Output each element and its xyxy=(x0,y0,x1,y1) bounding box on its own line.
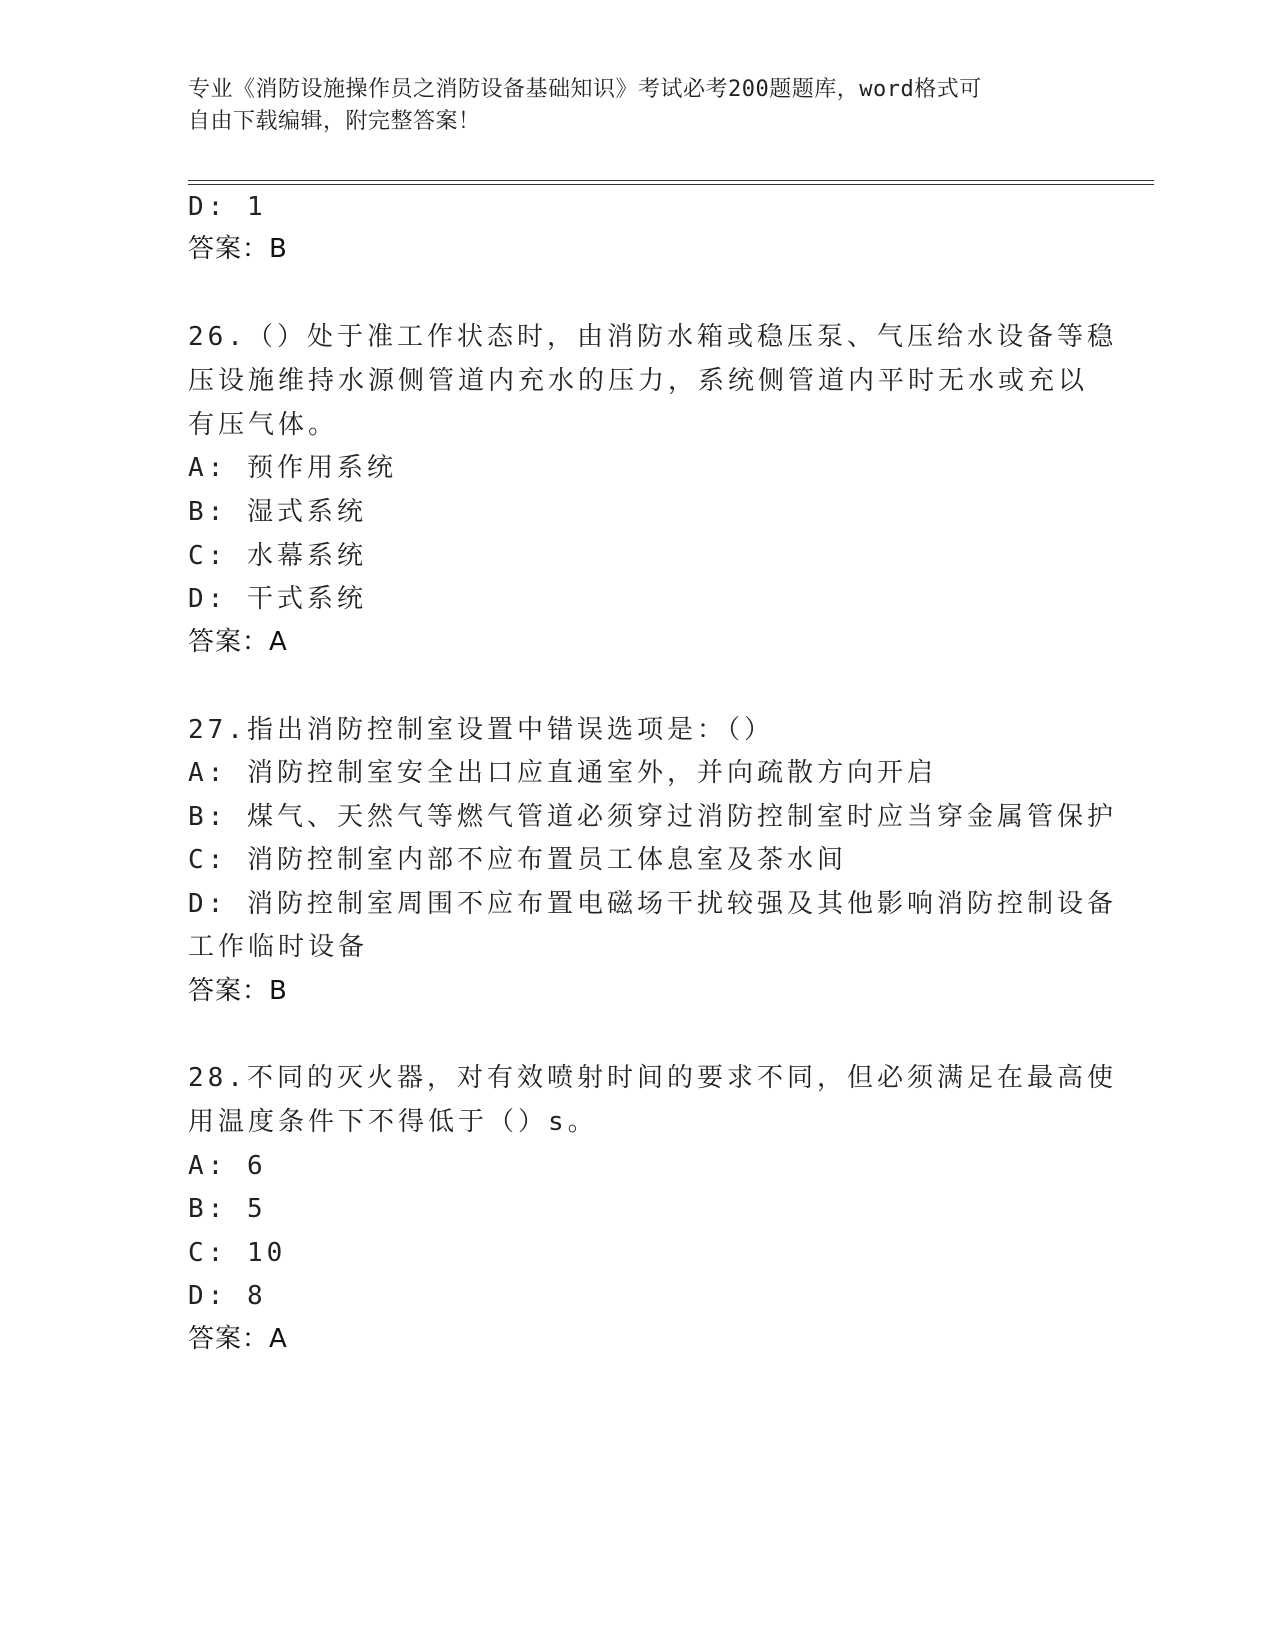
q26-answer: 答案：A xyxy=(188,627,288,657)
document-header xyxy=(188,74,1068,138)
prev-question-answer: 答案：B xyxy=(188,234,288,264)
header-divider-bottom xyxy=(188,184,1154,185)
prev-question-option-d: D: 1 xyxy=(188,192,267,222)
q26-option-d: D: 干式系统 xyxy=(188,584,367,614)
q28-stem-line-1: 28.不同的灭火器，对有效喷射时间的要求不同，但必须满足在最高使 xyxy=(188,1063,1117,1093)
q28-option-c: C: 10 xyxy=(188,1238,287,1268)
q26-stem-line-1: 26.（）处于准工作状态时，由消防水箱或稳压泵、气压给水设备等稳 xyxy=(188,322,1117,352)
q27-answer: 答案：B xyxy=(188,976,288,1006)
q26-option-c: C: 水幕系统 xyxy=(188,541,367,571)
q28-answer: 答案：A xyxy=(188,1324,288,1354)
q26-option-b: B: 湿式系统 xyxy=(188,497,367,527)
q28-option-b: B: 5 xyxy=(188,1194,267,1224)
q28-stem-line-2: 用温度条件下不得低于（）s。 xyxy=(188,1107,598,1137)
q28-option-a: A: 6 xyxy=(188,1151,267,1181)
q27-option-b: B: 煤气、天然气等燃气管道必须穿过消防控制室时应当穿金属管保护 xyxy=(188,802,1117,832)
header-line-1: 专业《消防设施操作员之消防设备基础知识》考试必考200题题库，word格式可 xyxy=(188,77,982,102)
q26-option-a: A: 预作用系统 xyxy=(188,453,397,483)
q27-option-c: C: 消防控制室内部不应布置员工体息室及茶水间 xyxy=(188,845,847,875)
q27-option-d-line-1: D: 消防控制室周围不应布置电磁场干扰较强及其他影响消防控制设备 xyxy=(188,889,1117,919)
header-line-2: 自由下载编辑，附完整答案！ xyxy=(188,109,481,134)
q26-stem-line-2: 压设施维持水源侧管道内充水的压力，系统侧管道内平时无水或充以 xyxy=(188,366,1089,396)
q27-option-a: A: 消防控制室安全出口应直通室外，并向疏散方向开启 xyxy=(188,758,937,788)
header-divider-top xyxy=(188,180,1154,181)
q27-option-d-line-2: 工作临时设备 xyxy=(188,932,369,962)
q26-stem-line-3: 有压气体。 xyxy=(188,410,339,440)
q27-stem-line-1: 27.指出消防控制室设置中错误选项是：（） xyxy=(188,715,774,745)
q28-option-d: D: 8 xyxy=(188,1281,267,1311)
